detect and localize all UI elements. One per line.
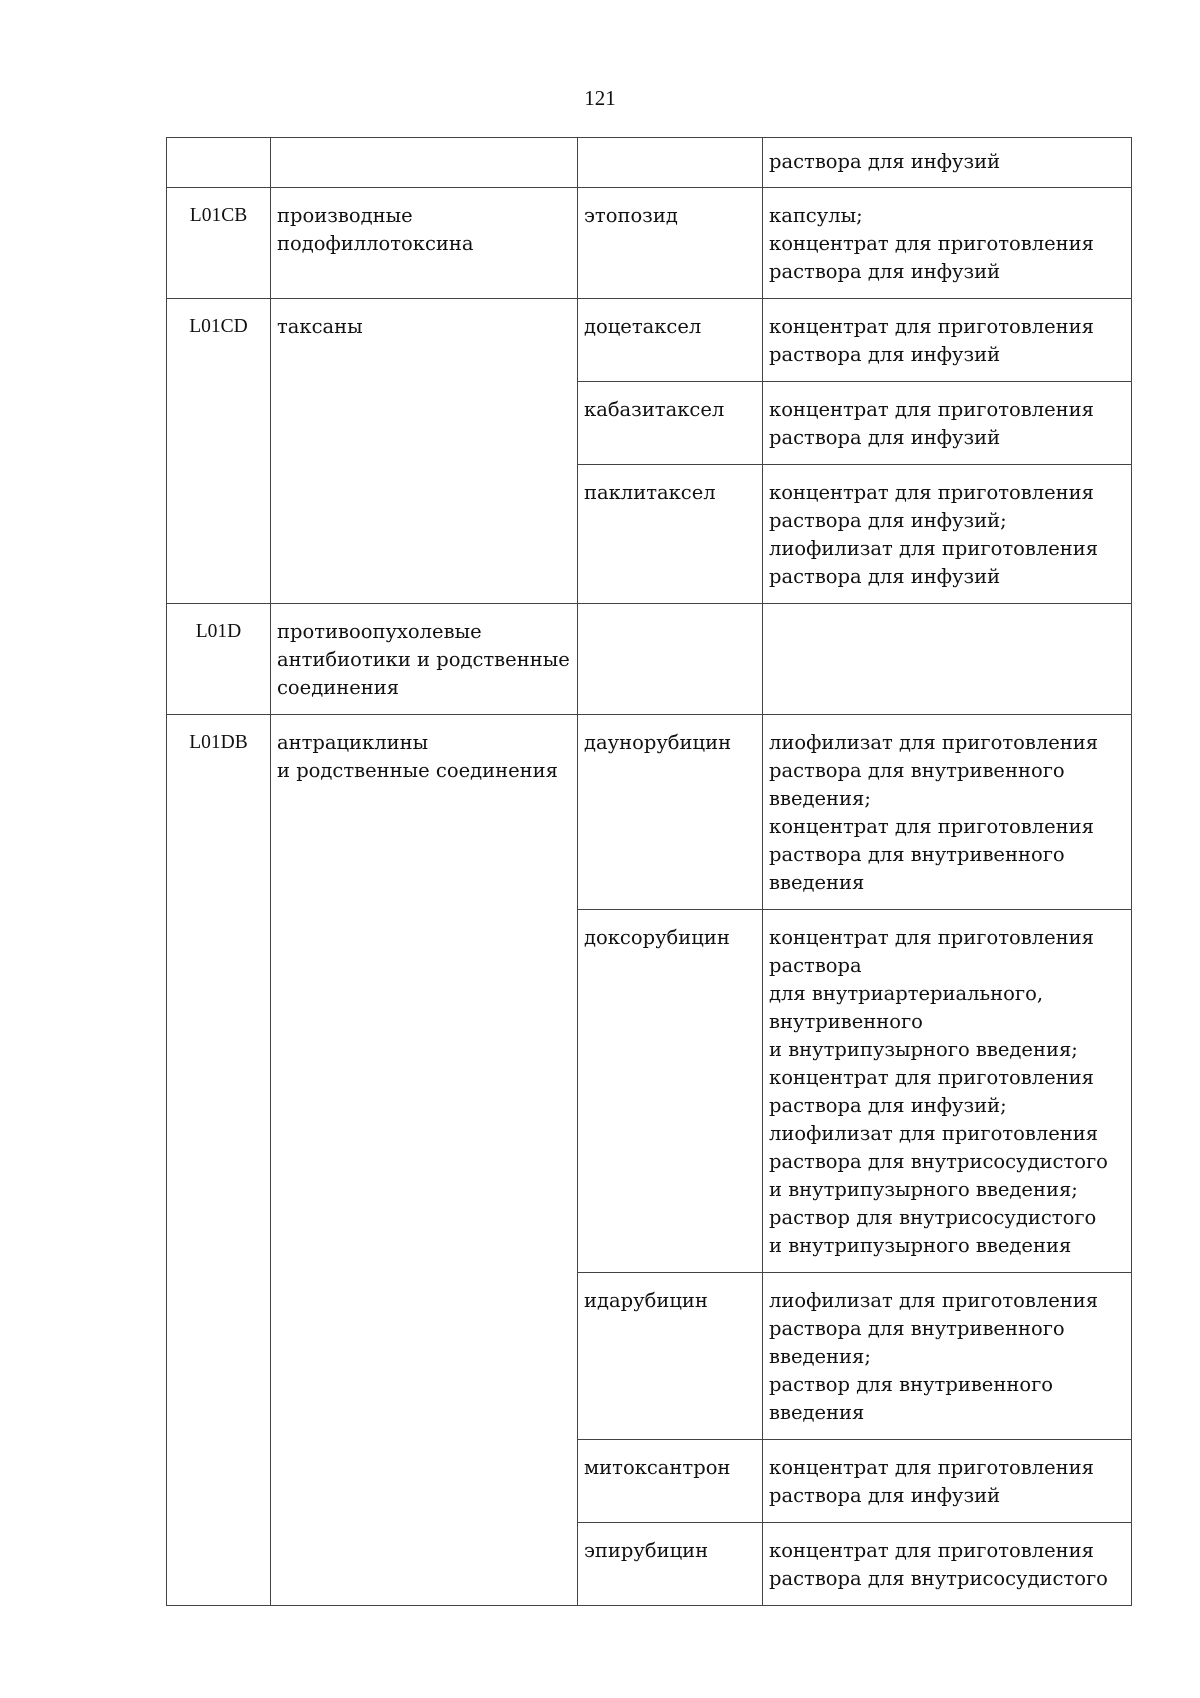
table-row (167, 188, 1132, 299)
group-cell: антрациклины и родственные соединения (271, 715, 578, 1606)
page-number: 121 (584, 86, 616, 110)
drug-cell: кабазитаксел (578, 382, 763, 465)
atc-code-cell: L01CB (167, 188, 271, 299)
dosage-form-cell: концентрат для приготовления раствора для внутрисосудистого (763, 1523, 1132, 1606)
dosage-form-cell (763, 604, 1132, 715)
table-row (167, 604, 1132, 715)
dosage-form-cell: концентрат для приготовления раствора для внутриартериального, внутривенного и внутрипузырного введения; концентрат для приготовления раствора для инфузий; лиофилизат для приготовления раствора для внутрисосудистого и внутрипузырного введения; раствор для внутрисосудистого и внутрипузырного введения (763, 910, 1132, 1273)
table-row (167, 715, 1132, 910)
dosage-form-cell: концентрат для приготовления раствора для инфузий (763, 299, 1132, 382)
drug-cell: митоксантрон (578, 1440, 763, 1523)
drug-cell: этопозид (578, 188, 763, 299)
dosage-form-cell: концентрат для приготовления раствора для инфузий (763, 1440, 1132, 1523)
drug-cell: идарубицин (578, 1273, 763, 1440)
dosage-form-cell: лиофилизат для приготовления раствора для внутривенного введения; раствор для внутривенного введения (763, 1273, 1132, 1440)
drug-cell: доцетаксел (578, 299, 763, 382)
table-row (167, 299, 1132, 382)
drug-cell: эпирубицин (578, 1523, 763, 1606)
group-cell: таксаны (271, 299, 578, 604)
group-cell: противоопухолевые антибиотики и родственные соединения (271, 604, 578, 715)
dosage-form-cell: капсулы; концентрат для приготовления раствора для инфузий (763, 188, 1132, 299)
drug-table (166, 137, 1132, 1606)
drug-cell (578, 138, 763, 188)
group-cell (271, 138, 578, 188)
drug-cell: доксорубицин (578, 910, 763, 1273)
table-row (167, 138, 1132, 188)
group-cell: производные подофиллотоксина (271, 188, 578, 299)
atc-code-cell: L01DB (167, 715, 271, 1606)
atc-code-cell: L01CD (167, 299, 271, 604)
dosage-form-cell: лиофилизат для приготовления раствора для внутривенного введения; концентрат для приготовления раствора для внутривенного введения (763, 715, 1132, 910)
drug-cell (578, 604, 763, 715)
drug-cell: даунорубицин (578, 715, 763, 910)
dosage-form-cell: раствора для инфузий (763, 138, 1132, 188)
atc-code-cell: L01D (167, 604, 271, 715)
dosage-form-cell: концентрат для приготовления раствора для инфузий (763, 382, 1132, 465)
atc-code-cell (167, 138, 271, 188)
drug-cell: паклитаксел (578, 465, 763, 604)
dosage-form-cell: концентрат для приготовления раствора для инфузий; лиофилизат для приготовления раствора для инфузий (763, 465, 1132, 604)
